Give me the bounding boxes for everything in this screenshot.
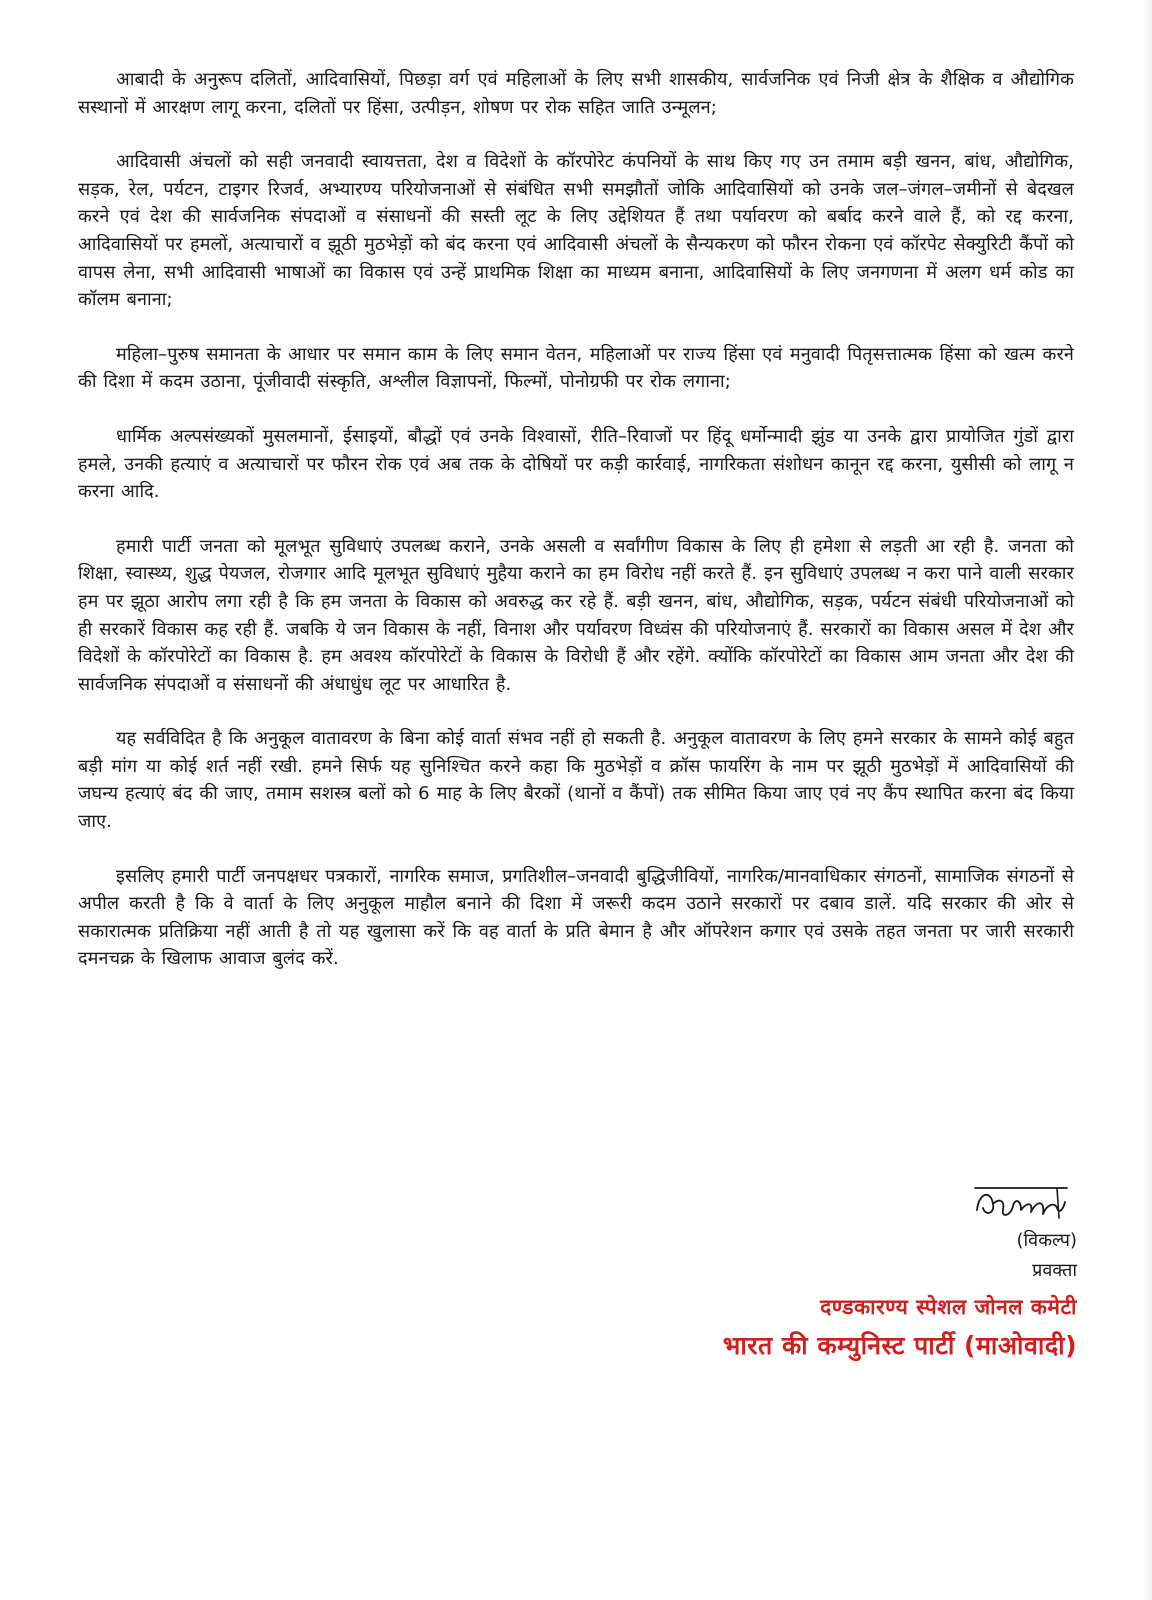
paragraph-minorities: धार्मिक अल्पसंख्यकों मुसलमानों, ईसाइयों, बौद्धों एवं उनके विश्वासों, रीति–रिवाजों पर हिंदू धर्मोन्मादी झुंड या उनके द्वारा प्रायोजित गुंडों द्वारा हमले, उनकी हत्याएं व अत्याचारों पर फौरन रोक एवं अब तक के दोषियों पर कड़ी कार्रवाई, नागरिकता संशोधन कानून रद्द करना, युसीसी को लागू न करना आदि. (78, 425, 1074, 503)
paragraph-appeal: इसलिए हमारी पार्टी जनपक्षधर पत्रकारों, नागरिक समाज, प्रगतिशील–जनवादी बुद्धिजीवियों, नागरिक/मानवाधिकार संगठनों, सामाजिक संगठनों से अपील करती है कि वे वार्ता के लिए अनुकूल माहौल बनाने की दिशा में जरूरी कदम उठाने सरकारों पर दबाव डालें. यदि सरकार की ओर से सकारात्मक प्रतिक्रिया नहीं आती है तो यह खुलासा करें कि वह वार्ता के प्रति बेमान है और ऑपरेशन कगार एवं उसके तहत जनता पर जारी सरकारी दमनचक्र के खिलाफ आवाज बुलंद करें. (78, 865, 1074, 970)
paragraph-reservation: आबादी के अनुरूप दलितों, आदिवासियों, पिछड़ा वर्ग एवं महिलाओं के लिए सभी शासकीय, सार्वजनिक एवं निजी क्षेत्र के शैक्षिक व औद्योगिक सस्थानों में आरक्षण लागू करना, दलितों पर हिंसा, उत्पीड़न, शोषण पर रोक सहित जाति उन्मूलन; (78, 69, 1074, 118)
handwritten-signature (971, 1180, 1071, 1222)
paragraph-gender-equality: महिला–पुरुष समानता के आधार पर समान काम के लिए समान वेतन, महिलाओं पर राज्य हिंसा एवं मनुवादी पितृसत्तात्मक हिंसा को खत्म करने की दिशा में कदम उठाना, पूंजीवादी संस्कृति, अश्लील विज्ञापनों, फिल्मों, पोनोग्रफी पर रोक लगाना; (78, 343, 1074, 393)
document-body (78, 66, 1074, 1000)
page-edge-shadow (1142, 0, 1152, 1600)
party-name: भारत की कम्युनिस्ट पार्टी (माओवादी) (722, 1331, 1077, 1360)
paragraph-development: हमारी पार्टी जनता को मूलभूत सुविधाएं उपलब्ध कराने, उनके असली व सर्वांगीण विकास के लिए ही हमेशा से लड़ती आ रही है. जनता को शिक्षा, स्वास्थ्य, शुद्ध पेयजल, रोजगार आदि मूलभूत सुविधाएं मुहैया कराने का हम विरोध नहीं करते हैं. इन सुविधाएं उपलब्ध न करा पाने वाली सरकार हम पर झूठा आरोप लगा रही है कि हम जनता के विकास को अवरुद्ध कर रहे हैं. बड़ी खनन, बांध, औद्योगिक, सड़क, पर्यटन संबंधी परियोजनाओं को ही सरकारें विकास कह रही हैं. जबकि ये जन विकास के नहीं, विनाश और पर्यावरण विध्वंस की परियोजनाएं हैं. सरकारों का विकास असल में देश और विदेशों के कॉरपोरेटों का विकास है. हम अवश्य कॉरपोरेटों के विकास के विरोधी हैं और रहेंगे. क्योंकि कॉरपोरेटों का विकास आम जनता और देश की सार्वजनिक संपदाओं व संसाधनों की अंधाधुंध लूट पर आधारित है. (78, 535, 1074, 695)
committee-name: दण्डकारण्य स्पेशल जोनल कमेटी (820, 1295, 1077, 1319)
paragraph-talks-environment: यह सर्वविदित है कि अनुकूल वातावरण के बिना कोई वार्ता संभव नहीं हो सकती है. अनुकूल वातावरण के लिए हमने सरकार के सामने कोई बहुत बड़ी मांग या कोई शर्त नहीं रखी. हमने सिर्फ यह सुनिश्चित करने कहा कि मुठभेड़ों व क्रॉस फायरिंग के नाम पर झूठी मुठभेड़ों में आदिवासियों की जघन्य हत्याएं बंद की जाए, तमाम सशस्त्र बलों को 6 माह के लिए बैरकों (थानों व कैंपों) तक सीमित किया जाए एवं नए कैंप स्थापित करना बंद किया जाए. (78, 728, 1074, 833)
paragraph-adivasi: आदिवासी अंचलों को सही जनवादी स्वायत्तता, देश व विदेशों के कॉरपोरेट कंपनियों के साथ किए गए उन तमाम बड़ी खनन, बांध, औद्योगिक, सड़क, रेल, पर्यटन, टाइगर रिजर्व, अभ्यारण्य परियोजनाओं से संबंधित सभी समझौतों जोकि आदिवासियों को उनके जल–जंगल–जमीनों से बेदखल करने एवं देश की सार्वजनिक संपदाओं व संसाधनों की सस्ती लूट के लिए उद्देशियत हैं तथा पर्यावरण को बर्बाद करने वाले हैं, को रद्द करना, आदिवासियों पर हमलों, अत्याचारों व झूठी मुठभेड़ों को बंद करना एवं आदिवासी अंचलों के सैन्यकरण को फौरन रोकना एवं कॉरपेट सेक्युरिटी कैंपों को वापस लेना, सभी आदिवासी भाषाओं का विकास एवं उन्हें प्राथमिक शिक्षा का माध्यम बनाना, आदिवासियों के लिए जनगणना में अलग धर्म कोड का कॉलम बनाना; (78, 151, 1074, 311)
signature-block (723, 1180, 1077, 1366)
signatory-name: (विकल्प) (1016, 1230, 1077, 1251)
signatory-title: प्रवक्ता (1032, 1260, 1077, 1281)
